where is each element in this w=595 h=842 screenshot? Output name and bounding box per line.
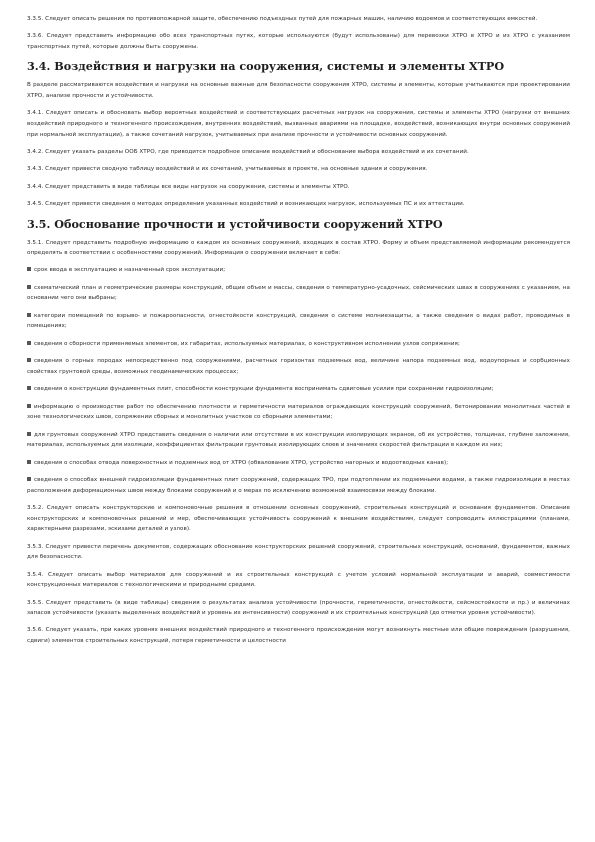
section-heading-3-4: 3.4. Воздействия и нагрузки на сооружения, системы и элементы ХТРО xyxy=(27,59,505,74)
paragraph-3-5-3: 3.5.3. Следует привести перечень документов, содержащих обоснование конструкторских решений сооружений, строительных конструкций, оснований, фундаментов, важных для безопасности. xyxy=(27,543,570,561)
list-item: сведения о способах отвода поверхностных и подземных вод от ХТРО (обвалование ХТРО, устройство нагорных и водоотводных канав); xyxy=(27,458,570,469)
paragraph-3-5-6: 3.5.6. Следует указать, при каких уровнях внешних воздействий природного и техногенного происхождения могут возникнуть местные или общие повреждения (разрушения, сдвиги) элементов строительных конструкций, потеря герметичности и целостности xyxy=(27,627,570,645)
paragraph-3-3-5: 3.3.5. Следует описать решения по противопожарной защите, обеспечению подъездных путей для пожарных машин, наличию водоемов и соответствующих емкостей. xyxy=(27,16,538,22)
paragraph-3-4-intro: В разделе рассматриваются воздействия и нагрузки на основные важные для безопасности сооружения ХТРО, системы и элементы, которые учитываются при проектировании ХТРО, анализе прочности и устойчивости. xyxy=(27,82,570,99)
list-item: срок ввода в эксплуатацию и назначенный срок эксплуатации; xyxy=(27,265,570,276)
list-item: для грунтовых сооружений ХТРО представить сведения о наличии или отсутствии в их конструкции изолирующих экранов, об их устройстве, толщинах, глубине заложения, материалах, используемых для изоляции, коэффициентах фильтрации грунтовых изолирующих слоев и значениях скоростей фильтрации в каждом из них; xyxy=(27,430,570,451)
list-item: сведения о сборности применяемых элементов, их габаритах, используемых материалах, о конструктивном исполнении узлов сопряжения; xyxy=(27,339,570,350)
paragraph-3-5-5: 3.5.5. Следует представить (в виде таблицы) сведения о результатах анализа устойчивости (прочности, герметичности, огнестойкости, сейсмостойкости и пр.) и величинах запасов устойчивости (указать выделенных воздействий и уровень их интенсивности) сооружений и их строительных конструкций (до отметки уровня устойчивости). xyxy=(27,599,570,617)
paragraph-3-5-1: 3.5.1. Следует представить подробную информацию о каждом из основных сооружений, входящих в состав ХТРО. Форму и объем представляемой информации рекомендуется определять в соответствии с особенностями сооружений. Информация о сооружении включает в себя: xyxy=(27,239,570,257)
paragraph-3-4-3: 3.4.3. Следует привести сводную таблицу воздействий и их сочетаний, учитываемых в проекте, на основные здания и сооружения. xyxy=(27,166,428,173)
list-item: категории помещений по взрыво- и пожароопасности, огнестойкости конструкций, сведения о системе молниезащиты, а также сведения о видах работ, проводимых в помещениях; xyxy=(27,311,570,332)
document-page xyxy=(27,14,570,653)
list-item: сведения о конструкции фундаментных плит, способности конструкции фундамента воспринимать сдвиговые усилия при сохранении гидроизоляции; xyxy=(27,384,570,395)
list-item: схематический план и геометрические размеры конструкций, общие объем и массы, сведения о температурно-усадочных, сейсмических швах в сооружениях с указанием, на основании чего они выбраны; xyxy=(27,283,570,304)
list-item: сведения о способах внешней гидроизоляции фундаментных плит сооружений, содержащих ТРО, при подтоплении их подземными водами, а также гидроизоляции в местах расположения деформационных швов между блоками сооружений и о мерах по исключению возможной взаимосвязи между блоками. xyxy=(27,475,570,496)
list-item: сведения о горных породах непосредственно под сооружениями, расчетных горизонтах подземных вод, величине напора подземных вод, водоупорных и сорбционных свойствах грунтовой среды, возможных геодинамических процессах; xyxy=(27,356,570,377)
list-item: информацию о производстве работ по обеспечению плотности и герметичности материалов ограждающих конструкций сооружений, бетонировании монолитных частей в зоне технологических швов, сопряжении сборных и монолитных участков со сборными элементами; xyxy=(27,402,570,423)
paragraph-3-4-2: 3.4.2. Следует указать разделы ООБ ХТРО, где приводится подробное описание воздействий и обоснование выбора воздействий и их сочетаний. xyxy=(27,148,469,155)
paragraph-3-3-6: 3.3.6. Следует представить информацию обо всех транспортных путях, которые используются (будут использованы) для перевозки ХТРО в ХТРО и из ХТРО с указанием транспортных путей, которые должны быть сооружены. xyxy=(27,33,570,50)
paragraph-3-5-2: 3.5.2. Следует описать конструкторские и компоновочные решения в отношении основных сооружений, строительных конструкций и основания фундаментов. Описание конструкторских и компоновочных решений и мер, обеспечивающих устойчивость сооружений к внешним воздействиям, следует сопроводить иллюстрациями (планами, характерными разрезами, эскизами деталей и узлов). xyxy=(27,504,570,533)
paragraph-3-4-1: 3.4.1. Следует описать и обосновать выбор вероятных воздействий и соответствующих расчетных нагрузок на сооружения, системы и элементы ХТРО (нагрузки от внешних воздействий природного и техногенного происхождения, внутренних воздействий, вызванных авариями на площадке, воздействий, возникающих внутри основных сооружений при нормальной эксплуатации), а также сочетаний нагрузок, учитываемых при анализе прочности и устойчивости основных сооружений. xyxy=(27,110,570,138)
section-heading-3-5: 3.5. Обоснование прочности и устойчивости сооружений ХТРО xyxy=(27,216,443,231)
paragraph-3-5-4: 3.5.4. Следует описать выбор материалов для сооружений и их строительных конструкций с учетом условий нормальной эксплуатации и аварий, совместимости конструкционных материалов с технологическими и природными средами. xyxy=(27,571,570,589)
paragraph-3-4-4: 3.4.4. Следует представить в виде таблицы все виды нагрузок на сооружения, системы и элементы ХТРО. xyxy=(27,183,350,190)
paragraph-3-4-5: 3.4.5. Следует привести сведения о методах определения указанных воздействий и возникающих нагрузок, используемых ПС и их аттестации. xyxy=(27,201,465,208)
